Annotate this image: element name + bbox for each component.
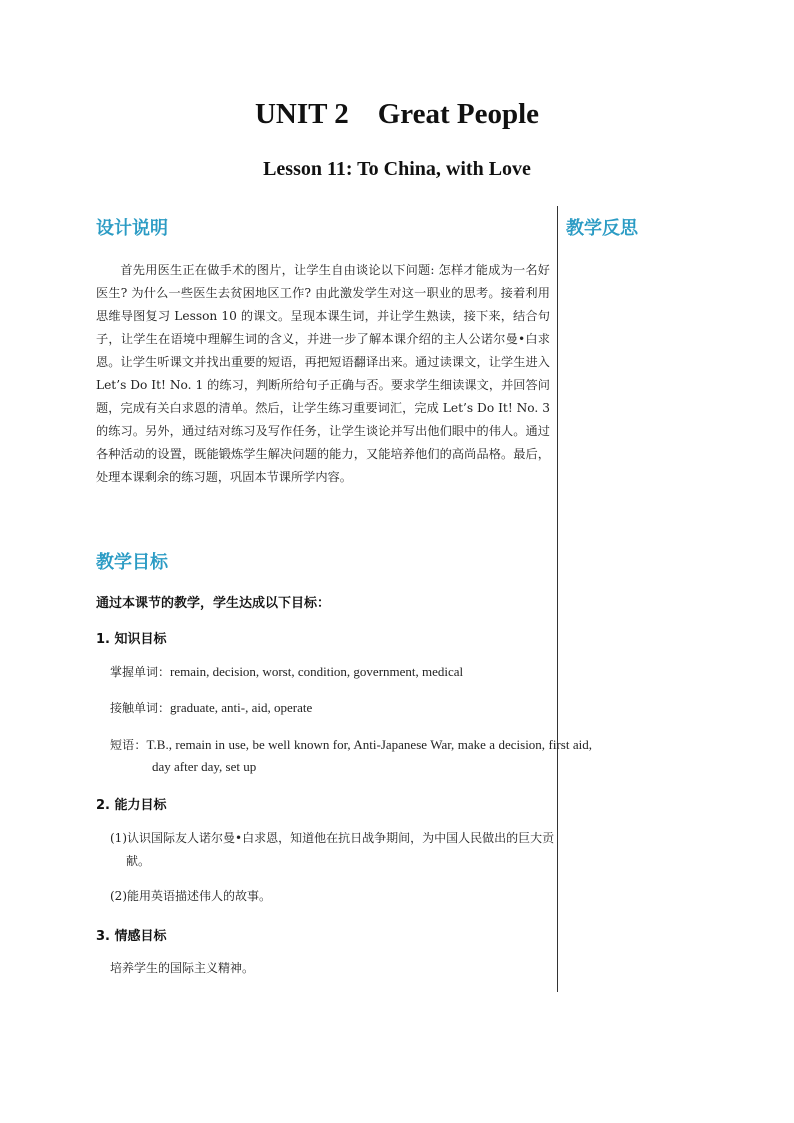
contact-words-label: 接触单词： <box>110 701 171 715</box>
knowledge-title: 1. 知识目标 <box>96 632 167 647</box>
ability-item-2: (2)能用英语描述伟人的故事。 <box>110 889 271 903</box>
master-words-label: 掌握单词： <box>110 665 171 679</box>
unit-title: UNIT 2 Great People <box>254 98 540 130</box>
contact-words-row <box>110 699 312 716</box>
objectives-lead: 通过本课节的教学，学生达成以下目标： <box>96 596 331 611</box>
ability-item-1: (1)认识国际友人诺尔曼•白求恩，知道他在抗日战争期间，为中国人民做出的巨大贡献。 <box>110 831 555 868</box>
column-divider <box>557 206 558 992</box>
design-heading: 设计说明 <box>96 218 168 239</box>
reflection-heading: 教学反思 <box>566 218 638 239</box>
phrases-row <box>110 734 592 778</box>
design-paragraph: 首先用医生正在做手术的图片，让学生自由谈论以下问题: 怎样才能成为一名好医生? 为什么一些医生去贫困地区工作? 由此激发学生对这一职业的思考。接着利用思维导图复习 Lesson 10 的课文。呈现本课生词，并让学生熟读，接下来，结合句子，让学生在语境中理解生词的含义，并进一步了解本课介绍的主人公诺尔曼•白求恩。让学生听课文并找出重要的短语，再把短语翻译出来。通过读课文，让学生进入 Let’s Do It! No. 1 的练习，判断所给句子正确与否。要求学生细读课文，并回答问题，完成有关白求恩的清单。然后，让学生练习重要词汇，完成 Let’s Do It! No. 3 的练习。另外，通过结对练习及写作任务，让学生谈论并写出他们眼中的伟人。通过各种活动的设置，既能锻炼学生解决问题的能力，又能培养他们的高尚品格。最后，处理本课剩余的练习题，巩固本节课所学内容。 <box>96 263 550 484</box>
emotion-item-1: 培养学生的国际主义精神。 <box>110 961 255 975</box>
master-words: remain, decision, worst, condition, government, medical <box>170 664 464 679</box>
master-words-row <box>110 663 463 680</box>
lesson-title: Lesson 11: To China, with Love <box>263 158 531 180</box>
phrases: T.B., remain in use, be well known for, Anti-Japanese War, make a decision, first aid, day after day, set up <box>146 737 592 774</box>
contact-words: graduate, anti-, aid, operate <box>170 700 313 715</box>
objectives-heading: 教学目标 <box>96 552 168 573</box>
phrases-label: 短语： <box>110 738 147 752</box>
emotion-title: 3. 情感目标 <box>96 929 167 944</box>
ability-title: 2. 能力目标 <box>96 798 167 813</box>
